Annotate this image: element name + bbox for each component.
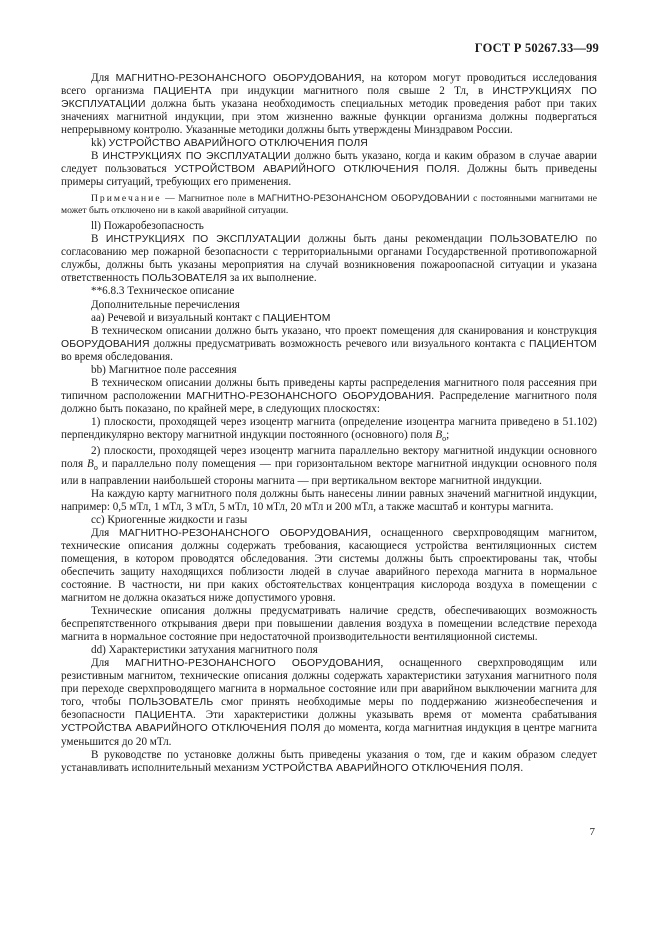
item-kk-heading: kk) УСТРОЙСТВО АВАРИЙНОГО ОТКЛЮЧЕНИЯ ПОЛЯ [91,137,368,150]
paragraph-ll: В ИНСТРУКЦИЯХ ПО ЭКСПЛУАТАЦИИ должны быть даны рекомендации ПОЛЬЗОВАТЕЛЮ по согласованию мер пожарной безопасности с территориальными органами Государственной противопожарной службы, должны быть указаны мероприятия на случай возникновения пожароопасной ситуации и указана ответственность ПОЛЬЗОВАТЕЛЯ за их выполнение. [61,233,597,285]
list-item-plane-1: 1) плоскости, проходящей через изоцентр магнита (определение изоцентра магнита приведено в 51.102) перпендикулярно вектору магнитной индукции постоянного (основного) поля $B_o$; [61,415,597,444]
paragraph-field-map: На каждую карту магнитного поля должны быть нанесены линии равных значений магнитной индукции, например: 0,5 мТл, 1 мТл, 3 мТл, 5 мТл, 10 мТл, 20 мТл и 200 мТл, а также масштаб и контуры магнита. [61,487,597,513]
paragraph-bb: В техническом описании должны быть приведены карты распределения магнитного поля рассеяния при типичном расположении МАГНИТНО-РЕЗОНАНСНОГО ОБОРУДОВАНИЯ. Распределение магнитного поля должно быть показано, по крайней мере, в следующих плоскостях: [61,376,597,415]
paragraph-installation: В руководстве по установке должны быть приведены указания о том, где и каким образом следует устанавливать исполнительный механизм УСТРОЙСТВА АВАРИЙНОГО ОТКЛЮЧЕНИЯ ПОЛЯ. [61,748,597,774]
list-item-plane-2: 2) плоскости, проходящей через изоцентр магнита параллельно вектору магнитной индукции основного поля $B_o$ и параллельно полу помещения — при горизонтальном векторе магнитной индукции основного поля или в направлении наибольшей стороны магнита — при вертикальном векторе магнитной индукции. [61,445,598,487]
item-ll-heading: ll) Пожаробезопасность [91,220,204,233]
note-paragraph: Примечание — Магнитное поле в МАГНИТНО-РЕЗОНАНСНОМ ОБОРУДОВАНИИ с постоянными магнитами не может быть отключено ни в какой аварийной ситуации. [61,193,597,216]
paragraph-kk: В ИНСТРУКЦИЯХ ПО ЭКСПЛУАТАЦИИ должно быть указано, когда и каким образом в случае аварии следует пользоваться УСТРОЙСТВОМ АВАРИЙНОГО ОТКЛЮЧЕНИЯ ПОЛЯ. Должны быть приведены примеры ситуаций, требующих его применения. [61,150,597,189]
additional-enumerations: Дополнительные перечисления [91,298,240,311]
document-header: ГОСТ Р 50267.33—99 [474,41,599,55]
item-aa-heading: aa) Речевой и визуальный контакт с ПАЦИЕНТОМ [91,311,331,324]
paragraph-cc: Для МАГНИТНО-РЕЗОНАНСНОГО ОБОРУДОВАНИЯ, оснащенного сверхпроводящим магнитом, технические описания должны содержать требования, касающиеся устройства вентиляционных систем помещения, в котором проводятся обследования. Эти системы должны быть спроектированы так, чтобы обеспечить защиту находящихся поблизости людей в случае аварийного перехода магнита в нормальное состояние. В частности, ни при каких обстоятельствах концентрация кислорода воздуха в помещении с магнитом не должна оказаться ниже допустимого уровня. [61,526,597,604]
document-body [61,72,597,775]
paragraph-aa: В техническом описании должно быть указано, что проект помещения для сканирования и конструкция ОБОРУДОВАНИЯ должны предусматривать возможность речевого или визуального контакта с ПАЦИЕНТОМ во время обследования. [61,324,597,363]
page-number: 7 [589,826,595,838]
paragraph-door-pressure: Технические описания должны предусматривать наличие средств, обеспечивающих возможность беспрепятственного открывания двери при повышении давления воздуха в помещении вследствие перехода магнита в нормальное состояние при недостаточной производительности вентиляционной системы. [61,605,597,644]
item-cc-heading: cc) Криогенные жидкости и газы [91,513,248,526]
paragraph-mr-high-field: Для МАГНИТНО-РЕЗОНАНСНОГО ОБОРУДОВАНИЯ, на котором могут проводиться исследования всего организма ПАЦИЕНТА при индукции магнитного поля свыше 2 Тл, в ИНСТРУКЦИЯХ ПО ЭКСПЛУАТАЦИИ должна быть указана необходимость специальных методик проведения работ при таких значениях магнитной индукции, при этом жизненно важные функции организма должны подвергаться непрерывному контролю. Указанные методики должны быть утверждены Минздравом России. [61,72,597,137]
paragraph-dd: Для МАГНИТНО-РЕЗОНАНСНОГО ОБОРУДОВАНИЯ, оснащенного сверхпроводящим или резистивным магнитом, технические описания должны содержать характеристики затухания магнитного поля при переходе сверхпроводящего магнита в нормальное состояние или при аварийном выключении магнита для того, чтобы ПОЛЬЗОВАТЕЛЬ смог принять необходимые меры по поддержанию жизнеобеспечения и безопасности ПАЦИЕНТА. Эти характеристики должны указывать время от момента срабатывания УСТРОЙСТВА АВАРИЙНОГО ОТКЛЮЧЕНИЯ ПОЛЯ до момента, когда магнитная индукция в центре магнита уменьшится до 20 мТл. [61,657,598,748]
item-dd-heading: dd) Характеристики затухания магнитного поля [91,644,318,657]
item-bb-heading: bb) Магнитное поле рассеяния [91,363,237,376]
section-683-heading: **6.8.3 Техническое описание [91,285,235,298]
